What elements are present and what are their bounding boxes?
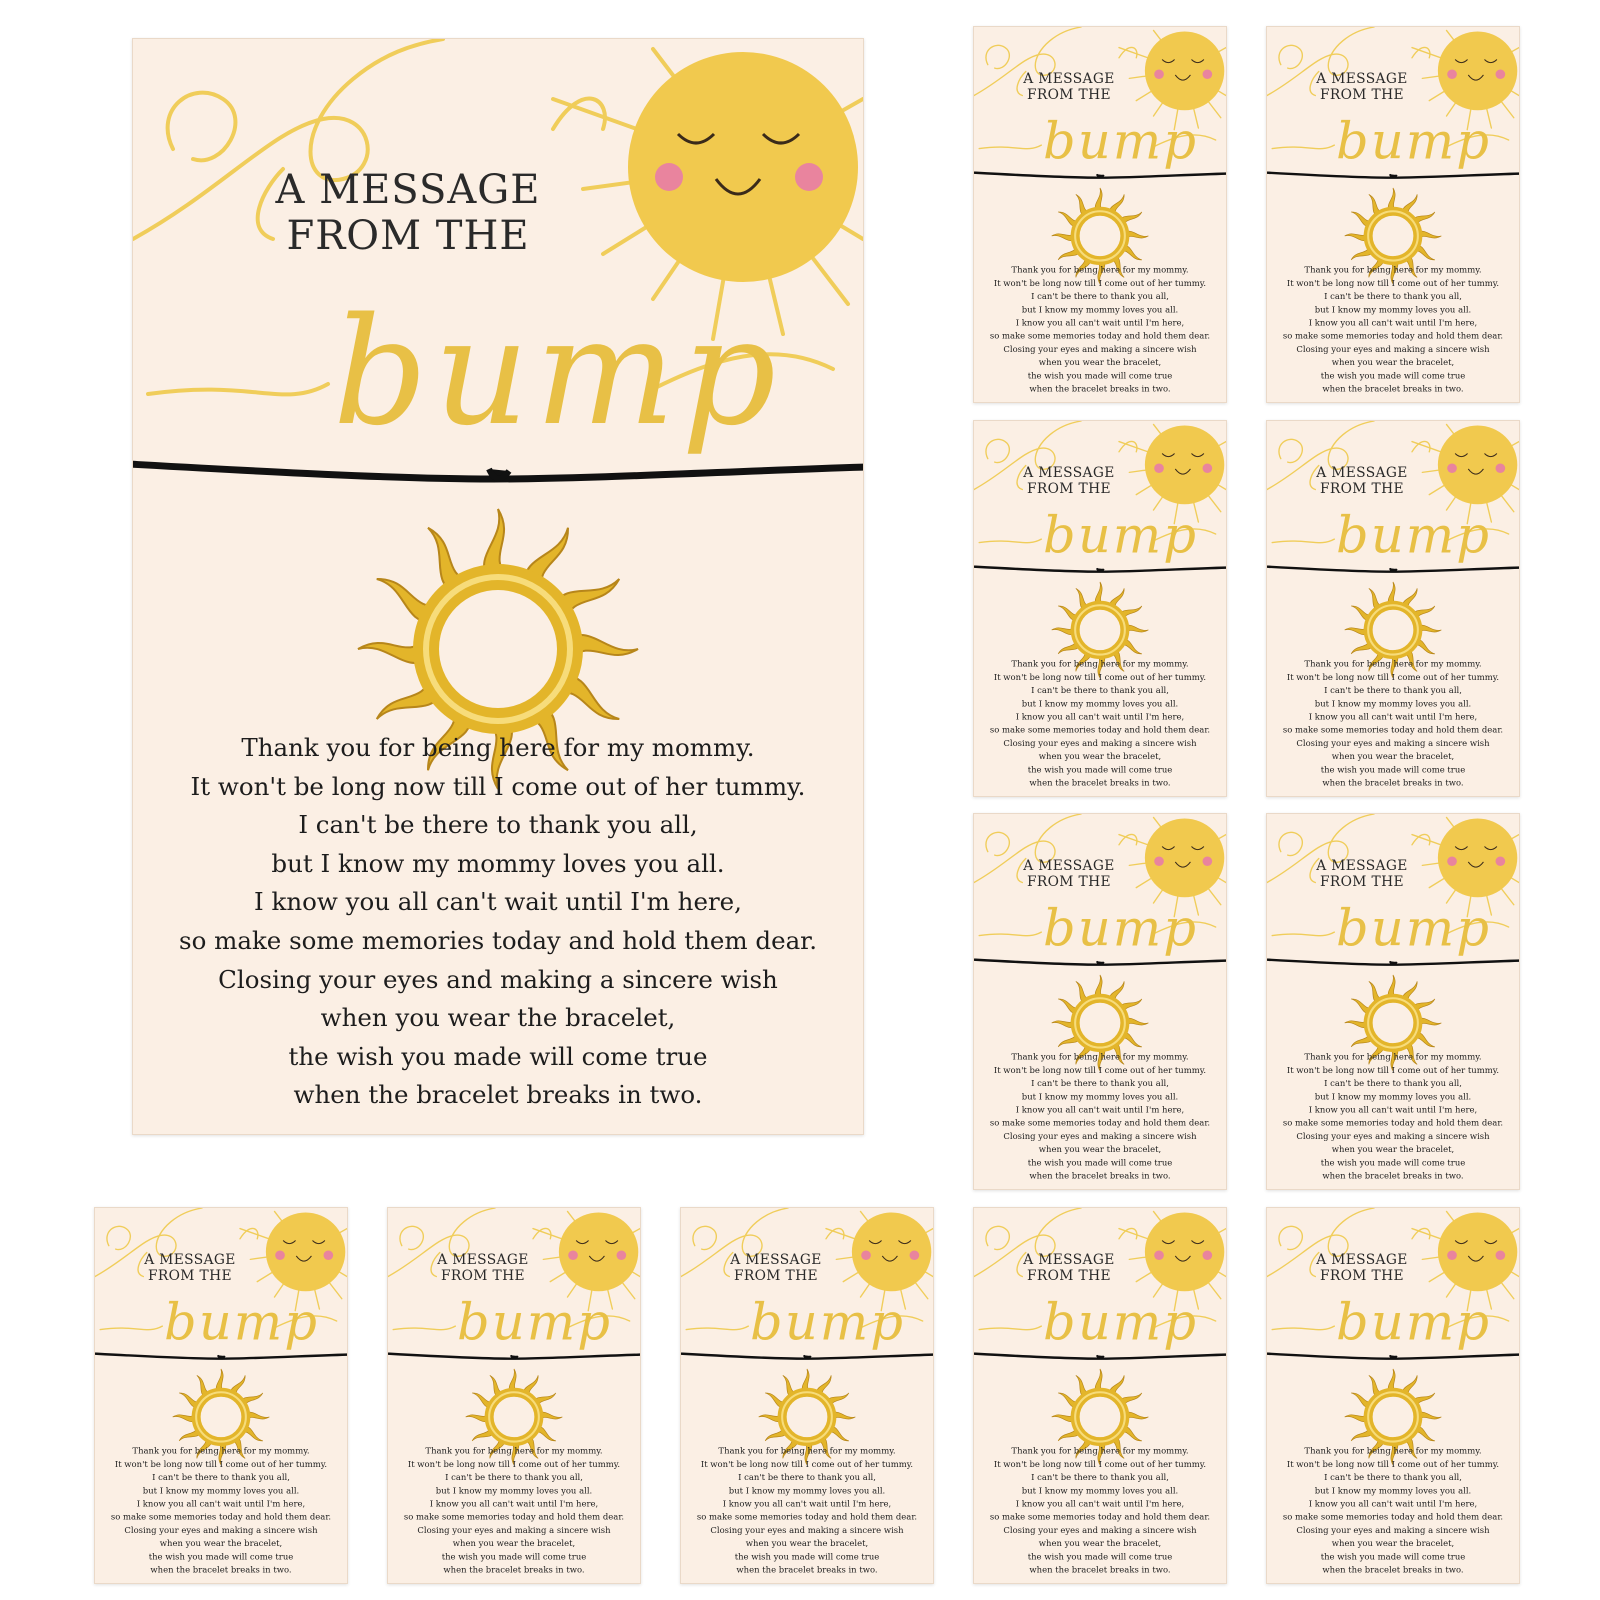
card-script-word: bump [1043,1292,1199,1352]
poem-line: Closing your eyes and making a sincere wish [1296,343,1490,354]
card-title-line: FROM THE [1319,1267,1404,1284]
card-title-line: A MESSAGE [144,1251,236,1268]
poem-line: It won't be long now till I come out of her tummy. [700,1458,914,1469]
poem-line: when you wear the bracelet, [745,1538,869,1549]
poem-line: Closing your eyes and making a sincere wish [1296,1130,1490,1141]
poem-line: It won't be long now till I come out of her tummy. [114,1458,328,1469]
card-script-word: bump [1043,505,1199,565]
card-title-line: A MESSAGE [1023,70,1115,87]
message-card [973,1207,1227,1584]
poem-line: Thank you for being here for my mommy. [718,1445,896,1456]
poem-line: I can't be there to thank you all, [445,1472,583,1483]
card-title [426,1252,540,1284]
card-title-line: A MESSAGE [1023,1251,1115,1268]
poem-line: the wish you made will come true [1320,1157,1466,1168]
poem-line: Thank you for being here for my mommy. [1011,264,1189,275]
cord-knot [511,1355,518,1358]
poem-line: I know you all can't wait until I'm here, [1015,1104,1185,1115]
poem-line: Thank you for being here for my mommy. [1304,1445,1482,1456]
poem-line: when you wear the bracelet, [1038,357,1162,368]
poem-line: Closing your eyes and making a sincere wish [1003,343,1197,354]
cord-knot [1390,174,1397,177]
message-card [387,1207,641,1584]
message-card [680,1207,934,1584]
poem-line: when the bracelet breaks in two. [1322,777,1464,788]
message-card [1266,813,1520,1190]
poem-line: Thank you for being here for my mommy. [241,733,755,762]
card-title [1305,465,1419,497]
message-card [973,26,1227,403]
poem-line: but I know my mommy loves you all. [1314,698,1472,709]
poem-line: when you wear the bracelet, [1331,1144,1455,1155]
poem-line: but I know my mommy loves you all. [1314,1485,1472,1496]
card-title [1305,858,1419,890]
poem-line: but I know my mommy loves you all. [1021,304,1179,315]
cord-knot [218,1355,225,1358]
poem-line: but I know my mommy loves you all. [1021,698,1179,709]
poem-line: when the bracelet breaks in two. [1322,383,1464,394]
card-title-line: A MESSAGE [1023,464,1115,481]
poem-line: so make some memories today and hold them dear. [1282,330,1504,341]
poem-line: when you wear the bracelet, [320,1003,676,1033]
card-title-line: FROM THE [1026,86,1111,103]
card-script-word: bump [1336,505,1492,565]
poem-line: so make some memories today and hold them dear. [989,1511,1211,1522]
card-title-line: FROM THE [1319,873,1404,890]
poem-line: Closing your eyes and making a sincere wish [417,1524,611,1535]
poem-line: I can't be there to thank you all, [298,810,698,840]
card-poem [173,729,823,1115]
card-title-line: FROM THE [1026,873,1111,890]
card-title-line: FROM THE [733,1267,818,1284]
poem-line: I know you all can't wait until I'm here, [1015,317,1185,328]
cord-knot [1390,568,1397,571]
poem-line: Closing your eyes and making a sincere wish [1003,1524,1197,1535]
card-title [243,167,573,259]
poem-line: when you wear the bracelet, [159,1538,283,1549]
poem-line: Closing your eyes and making a sincere wish [1003,1130,1197,1141]
poem-line: so make some memories today and hold them dear. [989,330,1211,341]
card-title [1012,71,1126,103]
card-script-word: bump [1336,111,1492,171]
poem-line: Thank you for being here for my mommy. [1011,1445,1189,1456]
poem-line: but I know my mommy loves you all. [142,1485,300,1496]
card-title-line: A MESSAGE [730,1251,822,1268]
card-title [1305,1252,1419,1284]
card-poem [1281,1050,1505,1182]
poem-line: I can't be there to thank you all, [1031,685,1169,696]
poem-line: when the bracelet breaks in two. [1322,1170,1464,1181]
poem-line: Thank you for being here for my mommy. [1304,1051,1482,1062]
card-title-line: FROM THE [1026,480,1111,497]
poem-line: when the bracelet breaks in two. [1029,1170,1171,1181]
card-title [1012,858,1126,890]
card-script-word: bump [1336,1292,1492,1352]
poem-line: but I know my mommy loves you all. [435,1485,593,1496]
poem-line: but I know my mommy loves you all. [1021,1485,1179,1496]
poem-line: I know you all can't wait until I'm here, [1015,1498,1185,1509]
card-title [1012,1252,1126,1284]
card-title [133,1252,247,1284]
message-card [1266,1207,1520,1584]
poem-line: Thank you for being here for my mommy. [1011,658,1189,669]
poem-line: when the bracelet breaks in two. [443,1564,585,1575]
poem-line: the wish you made will come true [734,1551,880,1562]
poem-line: when you wear the bracelet, [1331,357,1455,368]
poem-line: the wish you made will come true [148,1551,294,1562]
poem-line: It won't be long now till I come out of her tummy. [1286,1458,1500,1469]
poem-line: but I know my mommy loves you all. [1314,1091,1472,1102]
poem-line: I can't be there to thank you all, [1324,1472,1462,1483]
poem-line: the wish you made will come true [1027,1157,1173,1168]
card-script-word: bump [164,1292,320,1352]
card-poem [988,657,1212,789]
card-poem [988,1050,1212,1182]
poem-line: so make some memories today and hold them dear. [1282,1117,1504,1128]
poem-line: when the bracelet breaks in two. [293,1080,703,1110]
poem-line: It won't be long now till I come out of her tummy. [1286,277,1500,288]
poem-line: when the bracelet breaks in two. [736,1564,878,1575]
poem-line: when the bracelet breaks in two. [150,1564,292,1575]
card-title-line: A MESSAGE [275,167,541,213]
poem-line: so make some memories today and hold them dear. [403,1511,625,1522]
featured-message-card [132,38,864,1135]
poem-line: when you wear the bracelet, [1038,1538,1162,1549]
poem-line: Closing your eyes and making a sincere wish [218,964,778,994]
poem-line: but I know my mommy loves you all. [271,848,725,878]
cord-knot [489,469,509,479]
card-title-line: A MESSAGE [1316,857,1408,874]
poem-line: the wish you made will come true [1027,1551,1173,1562]
poem-line: the wish you made will come true [1027,764,1173,775]
poem-line: I can't be there to thank you all, [738,1472,876,1483]
poem-line: so make some memories today and hold them dear. [696,1511,918,1522]
card-script-word: bump [1043,898,1199,958]
poem-line: Closing your eyes and making a sincere wish [1296,1524,1490,1535]
poem-line: the wish you made will come true [1320,1551,1466,1562]
card-title-line: FROM THE [440,1267,525,1284]
card-title-line: A MESSAGE [1316,464,1408,481]
cord-knot [804,1355,811,1358]
poem-line: the wish you made will come true [441,1551,587,1562]
card-title-line: A MESSAGE [437,1251,529,1268]
poem-line: the wish you made will come true [1320,764,1466,775]
poem-line: I know you all can't wait until I'm here, [254,887,742,917]
poem-line: when you wear the bracelet, [1331,751,1455,762]
cord-knot [1390,961,1397,964]
card-poem [695,1444,919,1576]
card-title [719,1252,833,1284]
card-script-word: bump [1043,111,1199,171]
message-card [973,813,1227,1190]
poem-line: Thank you for being here for my mommy. [1011,1051,1189,1062]
card-title [1305,71,1419,103]
message-card [973,420,1227,797]
card-poem [988,1444,1212,1576]
card-poem [988,263,1212,395]
poem-line: I know you all can't wait until I'm here, [429,1498,599,1509]
poem-line: the wish you made will come true [1027,370,1173,381]
card-script-word: bump [457,1292,613,1352]
poem-line: when you wear the bracelet, [1038,751,1162,762]
card-poem [1281,1444,1505,1576]
cord-knot [1097,1355,1104,1358]
cord-knot [1097,174,1104,177]
poem-line: Closing your eyes and making a sincere wish [1296,737,1490,748]
poem-line: I know you all can't wait until I'm here, [136,1498,306,1509]
poem-line: but I know my mommy loves you all. [1314,304,1472,315]
card-title-line: A MESSAGE [1316,70,1408,87]
card-title-line: FROM THE [147,1267,232,1284]
poem-line: when you wear the bracelet, [452,1538,576,1549]
poem-line: It won't be long now till I come out of her tummy. [993,277,1207,288]
poem-line: Closing your eyes and making a sincere wish [124,1524,318,1535]
poem-line: when the bracelet breaks in two. [1029,383,1171,394]
poem-line: I can't be there to thank you all, [1324,291,1462,302]
poem-line: Thank you for being here for my mommy. [425,1445,603,1456]
poem-line: so make some memories today and hold them dear. [1282,1511,1504,1522]
card-poem [402,1444,626,1576]
card-poem [1281,657,1505,789]
card-title [1012,465,1126,497]
poem-line: when the bracelet breaks in two. [1029,1564,1171,1575]
poem-line: It won't be long now till I come out of her tummy. [190,771,806,801]
poem-line: the wish you made will come true [288,1041,708,1071]
card-poem [1281,263,1505,395]
poem-line: when you wear the bracelet, [1038,1144,1162,1155]
poem-line: I know you all can't wait until I'm here, [1308,1104,1478,1115]
poem-line: It won't be long now till I come out of her tummy. [993,1064,1207,1075]
poem-line: I can't be there to thank you all, [1031,291,1169,302]
poem-line: I can't be there to thank you all, [1031,1078,1169,1089]
poem-line: It won't be long now till I come out of her tummy. [1286,1064,1500,1075]
poem-line: so make some memories today and hold them dear. [110,1511,332,1522]
poem-line: but I know my mommy loves you all. [728,1485,886,1496]
message-card [1266,26,1520,403]
poem-line: the wish you made will come true [1320,370,1466,381]
poem-line: Thank you for being here for my mommy. [1304,658,1482,669]
poem-line: but I know my mommy loves you all. [1021,1091,1179,1102]
card-poem [109,1444,333,1576]
poem-line: I can't be there to thank you all, [1324,685,1462,696]
card-script-word: bump [333,286,783,458]
poem-line: I know you all can't wait until I'm here, [1308,317,1478,328]
poem-line: so make some memories today and hold them dear. [989,724,1211,735]
card-title-line: FROM THE [1026,1267,1111,1284]
poem-line: when the bracelet breaks in two. [1029,777,1171,788]
poem-line: It won't be long now till I come out of her tummy. [407,1458,621,1469]
message-card [94,1207,348,1584]
poem-line: Closing your eyes and making a sincere wish [710,1524,904,1535]
cord-knot [1097,568,1104,571]
poem-line: I can't be there to thank you all, [1031,1472,1169,1483]
poem-line: I can't be there to thank you all, [1324,1078,1462,1089]
poem-line: It won't be long now till I come out of her tummy. [993,671,1207,682]
poem-line: so make some memories today and hold them dear. [1282,724,1504,735]
card-title-line: FROM THE [286,213,530,259]
card-title-line: FROM THE [1319,86,1404,103]
poem-line: I know you all can't wait until I'm here, [722,1498,892,1509]
poem-line: It won't be long now till I come out of her tummy. [993,1458,1207,1469]
poem-line: Closing your eyes and making a sincere wish [1003,737,1197,748]
poem-line: when the bracelet breaks in two. [1322,1564,1464,1575]
poem-line: Thank you for being here for my mommy. [132,1445,310,1456]
card-title-line: A MESSAGE [1316,1251,1408,1268]
poem-line: so make some memories today and hold them dear. [179,925,817,955]
card-script-word: bump [750,1292,906,1352]
poem-line: I know you all can't wait until I'm here, [1308,711,1478,722]
poem-line: Thank you for being here for my mommy. [1304,264,1482,275]
poem-line: It won't be long now till I come out of her tummy. [1286,671,1500,682]
card-script-word: bump [1336,898,1492,958]
poem-line: I know you all can't wait until I'm here, [1308,1498,1478,1509]
poem-line: I know you all can't wait until I'm here, [1015,711,1185,722]
message-card [1266,420,1520,797]
poem-line: when you wear the bracelet, [1331,1538,1455,1549]
poem-line: so make some memories today and hold them dear. [989,1117,1211,1128]
poem-line: I can't be there to thank you all, [152,1472,290,1483]
card-title-line: FROM THE [1319,480,1404,497]
card-title-line: A MESSAGE [1023,857,1115,874]
cord-knot [1097,961,1104,964]
cord-knot [1390,1355,1397,1358]
